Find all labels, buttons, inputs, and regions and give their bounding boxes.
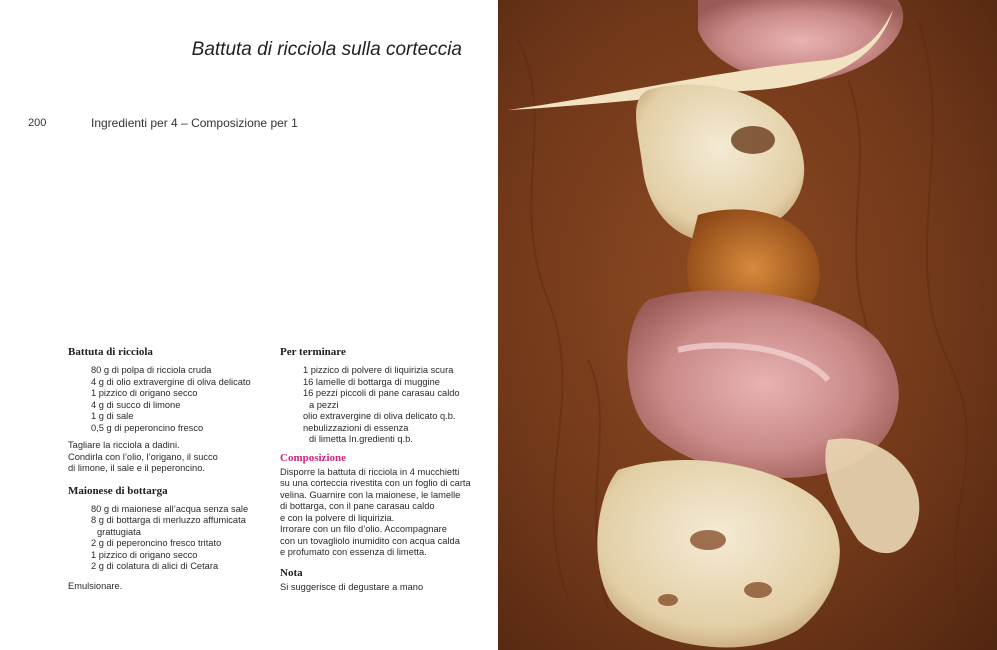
ingredient-text: 1 pizzico di origano secco [91,549,198,560]
composizione-line: di bottarga, con il pane carasau caldo [280,501,435,511]
method-text-battuta [68,440,268,475]
ingredient-text: 8 g di bottarga di merluzzo affumicata [91,515,246,525]
ingredient-text: 16 pezzi piccoli di pane carasau caldo [303,388,460,398]
composizione-line: e con la polvere di liquirizia. [280,512,395,523]
ingredient-item [91,377,268,389]
left-recipe-column [68,346,268,592]
ingredient-item [303,377,480,389]
ingredient-list-per-terminare [280,365,480,446]
ingredient-list-battuta [68,365,268,434]
composizione-text [280,467,480,559]
ingredient-text: di limetta In.gredienti q.b. [309,434,413,444]
dish-photo-illustration [498,0,997,650]
ingredient-item [91,550,268,562]
ingredient-item [303,411,480,423]
composizione-line: Disporre la battuta di ricciola in 4 mucchietti [280,466,460,477]
composizione-line: e profumato con essenza di limetta. [280,547,427,557]
section-heading-maionese: Maionese di bottarga [68,484,168,497]
ingredient-item [91,515,268,527]
ingredient-text: grattugiata [97,526,141,537]
ingredient-item [303,365,480,377]
ingredient-text: 80 g di maionese all’acqua senza sale [91,503,249,514]
section-heading-composizione: Composizione [280,451,346,464]
ingredient-item [91,388,268,400]
servings-subtitle: Ingredienti per 4 – Composizione per 1 [91,116,298,130]
ingredient-item [303,400,480,412]
section-heading-nota: Nota [280,566,303,579]
left-page [0,0,498,650]
composizione-line: con un tovagliolo inumidito con acqua calda [280,535,460,546]
section-heading-battuta: Battuta di ricciola [68,346,153,358]
ingredient-item [303,434,480,446]
ingredient-item [91,504,268,516]
ingredient-text: 4 g di succo di limone [91,399,181,410]
ingredient-text: olio extravergine di oliva delicato q.b. [303,411,456,421]
right-recipe-column [280,346,480,593]
ingredient-item [91,561,268,573]
composizione-line: su una corteccia rivestita con un foglio di carta [280,478,471,488]
method-text-maionese: Emulsionare. [68,580,123,591]
ingredient-list-maionese [68,504,268,573]
ingredient-item [91,365,268,377]
ingredient-text: 16 lamelle di bottarga di muggine [303,376,440,387]
dish-photo [498,0,997,650]
ingredient-text: nebulizzazioni di essenza [303,422,409,433]
ingredient-text: 2 g di colatura di alici di Cetara [91,561,219,571]
ingredient-text: 1 g di sale [91,411,134,421]
ingredient-text: 4 g di olio extravergine di oliva delicato [91,376,251,387]
ingredient-item [91,538,268,550]
composizione-line: Irrorare con un filo d’olio. Accompagnare [280,524,447,534]
ingredient-text: 0,5 g di peperoncino fresco [91,422,204,433]
nota-text: Si suggerisce di degustare a mano [280,581,424,592]
composizione-line: velina. Guarnire con la maionese, le lamelle [280,489,461,500]
ingredient-item [303,388,480,400]
ingredient-item [303,423,480,435]
ingredient-item [91,527,268,539]
method-line: di limone, il sale e il peperoncino. [68,463,205,473]
ingredient-text: 1 pizzico di origano secco [91,388,198,398]
ingredient-text: 2 g di peperoncino fresco tritato [91,538,222,548]
ingredient-item [91,423,268,435]
method-line: Tagliare la ricciola a dadini. [68,440,180,450]
ingredient-text: a pezzi [309,399,339,410]
ingredient-text: 80 g di polpa di ricciola cruda [91,365,212,375]
ingredient-text: 1 pizzico di polvere di liquirizia scura [303,365,454,375]
ingredient-item [91,400,268,412]
method-line: Condirla con l’olio, l’origano, il succo [68,451,218,462]
section-heading-per-terminare: Per terminare [280,346,346,358]
page-number: 200 [28,117,47,129]
recipe-title: Battuta di ricciola sulla corteccia [191,39,462,60]
ingredient-item [91,411,268,423]
